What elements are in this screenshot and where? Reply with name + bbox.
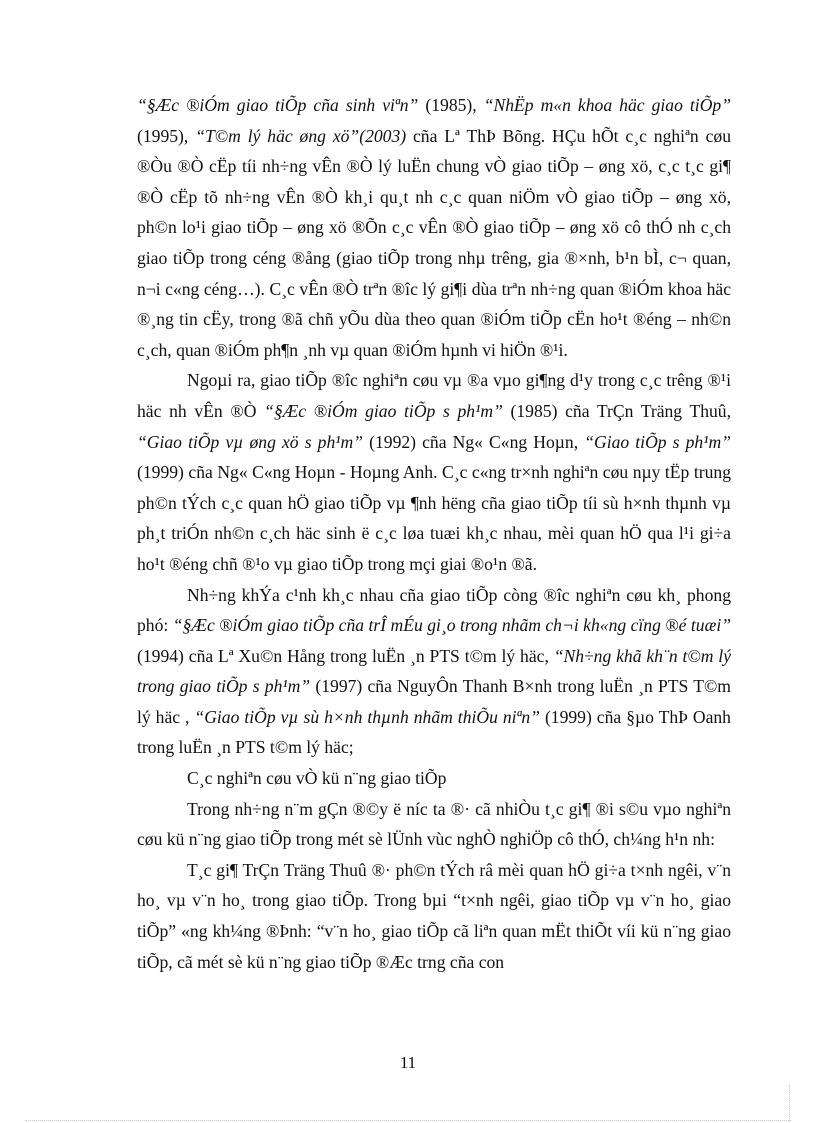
paragraph [137,90,731,365]
page-corner-rule [789,1085,790,1123]
cited-title: “Giao tiÕp vµ øng xö s ph¹m” [137,431,364,452]
text-run: (1999) cña §µo ThÞ Oanh trong luËn ¸n PTS t©m lý häc; [137,706,731,758]
text-run: (1999) cña Ng« C«ng Hoµn - Hoµng Anh. C¸c c«ng tr×nh nghiªn cøu nµy tËp trung ph©n tÝch c¸c quan hÖ giao tiÕp vµ ¶nh hëng cña giao tiÕp tíi sù h×nh thµnh vµ ph¸t triÓn nh©n c¸ch häc sinh ë c¸c løa tuæi kh¸c nhau, mèi quan hÖ qua l¹i gi÷a ho¹t ®éng chñ ®¹o vµ giao tiÕp trong mçi giai ®o¹n ®ã. [137,462,731,574]
text-run: Trong nh÷ng n¨m gÇn ®©y ë níc ta ®· cã nhiÒu t¸c gi¶ ®i s©u vµo nghiªn cøu kü n¨ng giao tiÕp trong mét sè lÜnh vùc nghÒ nghiÖp cô thÓ, ch¼ng h¹n nh: [137,798,731,850]
cited-title: “Nh÷ng khã kh¨n t©m lý trong giao tiÕp s ph¹m” [137,645,731,697]
cited-title: “NhËp m«n khoa häc giao tiÕp” [483,95,731,115]
cited-title: “§Æc ®iÓm giao tiÕp cña trÎ mÉu gi¸o trong nhãm ch¬i kh«ng cïng ®é tuæi” [172,615,731,636]
text-run: T¸c gi¶ TrÇn Träng Thuû ®· ph©n tÝch râ mèi quan hÖ gi÷a t×nh ngêi, v¨n ho¸ vµ v¨n ho¸ trong giao tiÕp. Trong bµi “t×nh ngêi, giao tiÕp vµ v¨n ho¸ giao tiÕp” «ng kh¼ng ®Þnh: “v¨n ho¸ giao tiÕp cã liªn quan mËt thiÕt víi kü n¨ng giao tiÕp, cã mét sè kü n¨ng giao tiÕp ®Æc trng cña con [137,859,731,972]
text-run: cña Lª ThÞ Bõng. HÇu hÕt c¸c nghiªn cøu ®Òu ®Ò cËp tíi nh÷ng vÊn ®Ò lý luËn chung vÒ giao tiÕp – øng xö, c¸c t¸c gi¶ ®Ò cËp tõ nh÷ng vÊn ®Ò kh¸i qu¸t nh c¸c quan niÖm vÒ giao tiÕp – øng xö, ph©n lo¹i giao tiÕp – øng xö ®Õn c¸c vÊn ®Ò giao tiÕp – øng xö cô thÓ nh c¸ch giao tiÕp trong céng ®ång (giao tiÕp trong nhµ trêng, gia ®×nh, b¹n bÌ, c¬ quan, n¬i c«ng céng…). C¸c vÊn ®Ò trªn ®îc lý gi¶i dùa trªn nh÷ng quan ®iÓm khoa häc ®¸ng tin cËy, trong ®ã chñ yÕu dùa theo quan ®iÓm tiÕp cËn ho¹t ®éng – nh©n c¸ch, quan ®iÓm ph¶n ¸nh vµ quan ®iÓm hµnh vi hiÖn ®¹i. [137,125,731,360]
text-run: Nh÷ng khÝa c¹nh kh¸c nhau cña giao tiÕp còng ®îc nghiªn cøu kh¸ phong phó: [137,584,731,636]
text-run: (1994) cña Lª Xu©n Hång trong luËn ¸n PTS t©m lý häc, [137,645,554,666]
text-run: (1992) cña Ng« C«ng Hoµn, [363,431,585,452]
text-run: (1985) cña TrÇn Träng Thuû, [502,400,731,421]
paragraph [137,855,731,977]
page-bottom-rule [25,1120,791,1121]
page-number: 11 [399,1053,417,1072]
cited-title: “§Æc ®iÓm giao tiÕp s ph¹m” [264,400,503,421]
cited-title: “§Æc ®iÓm giao tiÕp cña sinh viªn” [137,95,419,115]
cited-title: “Giao tiÕp vµ sù h×nh thµnh nhãm thiÕu niªn” [194,706,540,727]
paragraph [137,580,731,764]
cited-title: “T©m lý häc øng xö”(2003) [195,125,407,146]
text-run: (1997) cña NguyÔn Thanh B×nh trong luËn ¸n PTS T©m lý häc , [137,676,731,727]
cited-title: “Giao tiÕp s ph¹m” [584,431,731,452]
paragraph [137,794,731,855]
text-run: Ngoµi ra, giao tiÕp ®îc nghiªn cøu vµ ®a vµo gi¶ng d¹y trong c¸c trêng ®¹i häc nh vÊn ®Ò [137,370,731,421]
text-run: (1985), [418,95,484,115]
body-text [137,90,731,977]
text-run: C¸c nghiªn cøu vÒ kü n¨ng giao tiÕp [187,768,447,789]
section-heading [137,763,731,794]
text-run: (1995), [137,125,196,146]
paragraph [137,365,731,579]
